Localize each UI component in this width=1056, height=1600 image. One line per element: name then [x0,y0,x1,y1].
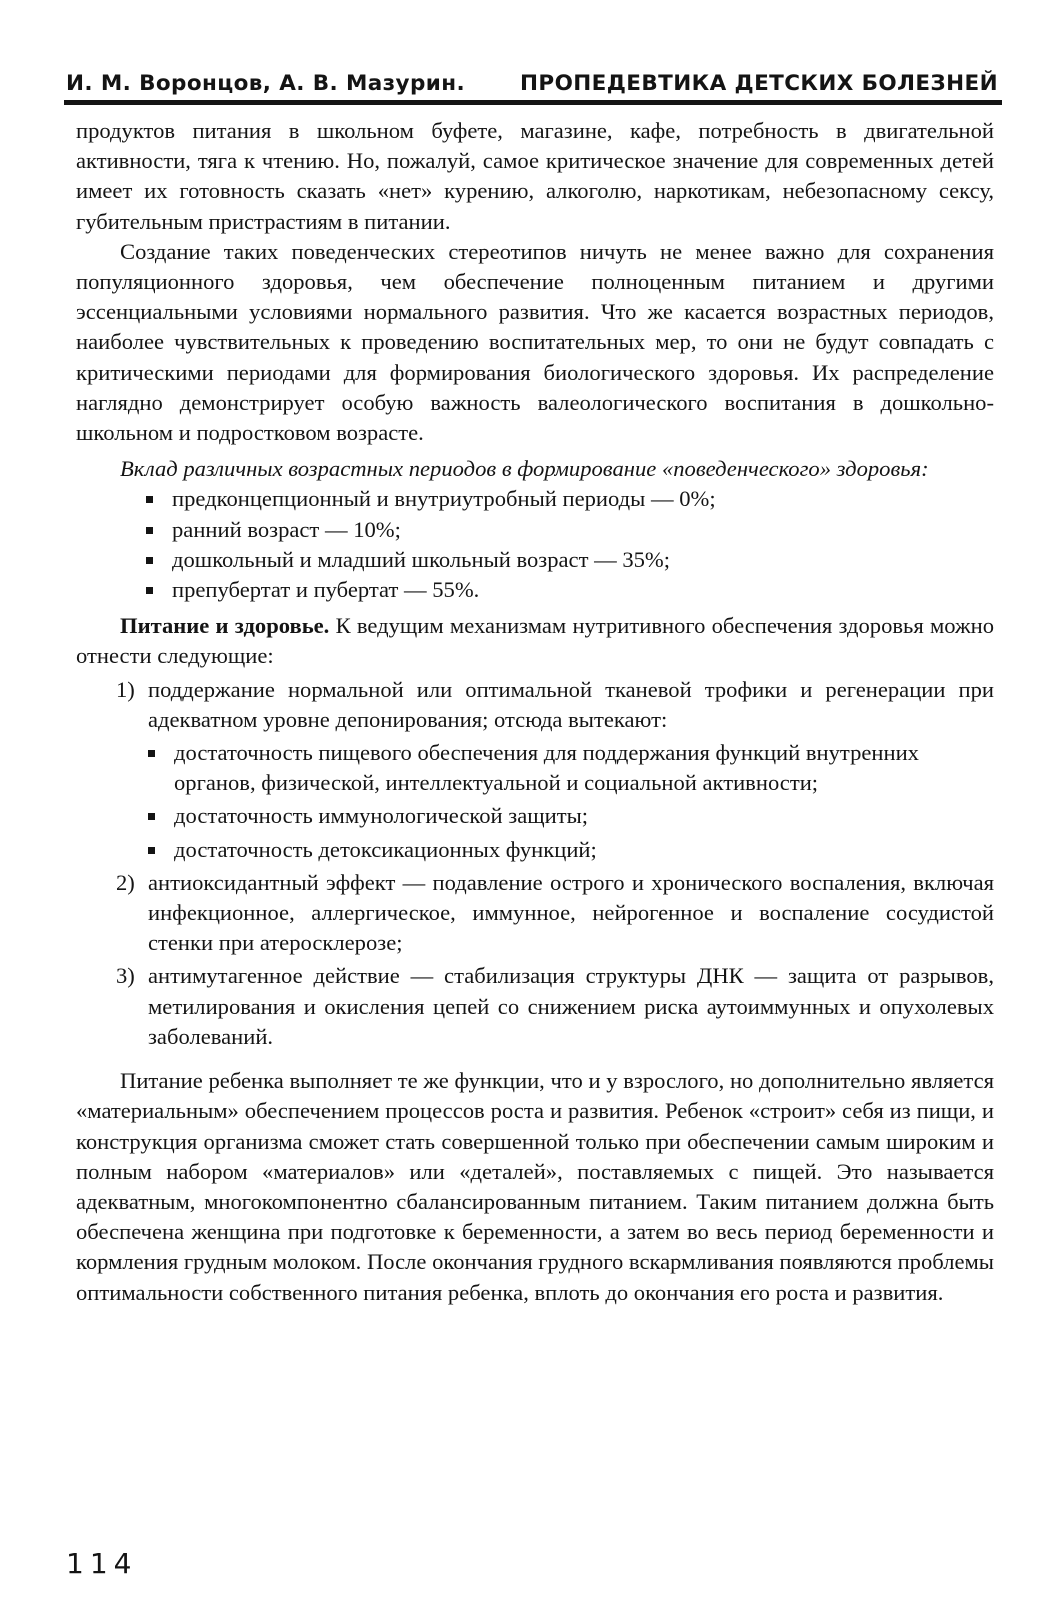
item-number: 3) [116,963,135,989]
header-book-title: ПРОПЕДЕВТИКА ДЕТСКИХ БОЛЕЗНЕЙ [520,71,998,96]
age-periods-list [76,484,994,605]
section-run-in-heading: Питание и здоровье. [120,613,330,639]
item-text: антиоксидантный эффект — подавление острого и хронического воспаления, включая инфекционное, аллергическое, иммунное, нейрогенное и воспаление сосудистой стенки при атеросклерозе; [148,869,994,956]
paragraph-continuation: продуктов питания в школьном буфете, магазине, кафе, потребность в двигательной активности, тяга к чтению. Но, пожалуй, самое критическое значение для современных детей имеет их готовность сказать «нет» курению, алкоголю, наркотикам, небезопасному сексу, губительным пристрастиям в питании. [76,118,994,234]
item-text: поддержание нормальной или оптимальной тканевой трофики и регенерации при адекватном уровне депонирования; отсюда вытекают: [148,676,994,732]
list-item: достаточность пищевого обеспечения для поддержания функций внутренних органов, физической, интеллектуальной и социальной активности; [148,738,994,798]
item-text: антимутагенное действие — стабилизация структуры ДНК — защита от разрывов, метилирования и окисления цепей со снижением риска аутоиммунных и опухолевых заболеваний. [148,963,994,1049]
list-item: достаточность детоксикационных функций; [148,835,994,865]
body-text [76,116,994,1308]
header-authors: И. М. Воронцов, А. В. Мазурин. [66,71,466,96]
numbered-item [76,868,994,959]
header-rule [64,100,1002,105]
paragraph-age-contribution-intro [76,454,994,484]
item-number: 1) [116,676,135,702]
running-head [66,60,998,96]
page-number: 114 [66,1547,138,1580]
mechanisms-list [76,675,994,1052]
list-item: дошкольный и младший школьный возраст — 35%; [146,545,994,575]
item-number: 2) [116,869,135,895]
paragraph-child-nutrition: Питание ребенка выполняет те же функции, что и у взрослого, но дополнительно является «материальным» обеспечением процессов роста и развития. Ребенок «строит» себя из пищи, и конструкция организма сможет стать совершенной только при обеспечении самым широким и полным набором «материалов» или «деталей», поставляемых с пищей. Это называется адекватным, многокомпонентно сбалансированным питанием. Таким питанием должна быть обеспечена женщина при подготовке к беременности, а затем во весь период беременности и кормления грудным молоком. После окончания грудного вскармливания появляются проблемы оптимальности собственного питания ребенка, вплоть до окончания его роста и развития. [76,1068,994,1305]
paragraph-nutrition-health [76,611,994,671]
numbered-item [76,961,994,1052]
paragraph-stereotypes: Создание таких поведенческих стереотипов ничуть не менее важно для сохранения популяционного здоровья, чем обеспечение полноценным питанием и другими эссенциальными условиями нормального развития. Что же касается возрастных периодов, наиболее чувствительных к проведению воспитательных мер, то они не будут совпадать с критическими периодами для формирования биологического здоровья. Их распределение наглядно демонстрирует особую важность валеологического воспитания в дошкольно-школьном и подростковом возрасте. [76,238,994,446]
list-item: достаточность иммунологической защиты; [148,801,994,831]
list-item: ранний возраст — 10%; [146,515,994,545]
list-item: предконцепционный и внутриутробный периоды — 0%; [146,484,994,514]
sub-bullet-list [148,738,994,865]
numbered-item [76,675,994,865]
italic-intro: Вклад различных возрастных периодов в формирование «поведенческого» здоровья: [120,456,929,482]
paragraph-nutrition-text: К ведущим механизмам нутритивного обеспечения здоровья можно отнести следующие: [76,613,995,669]
list-item: препубертат и пубертат — 55%. [146,575,994,605]
